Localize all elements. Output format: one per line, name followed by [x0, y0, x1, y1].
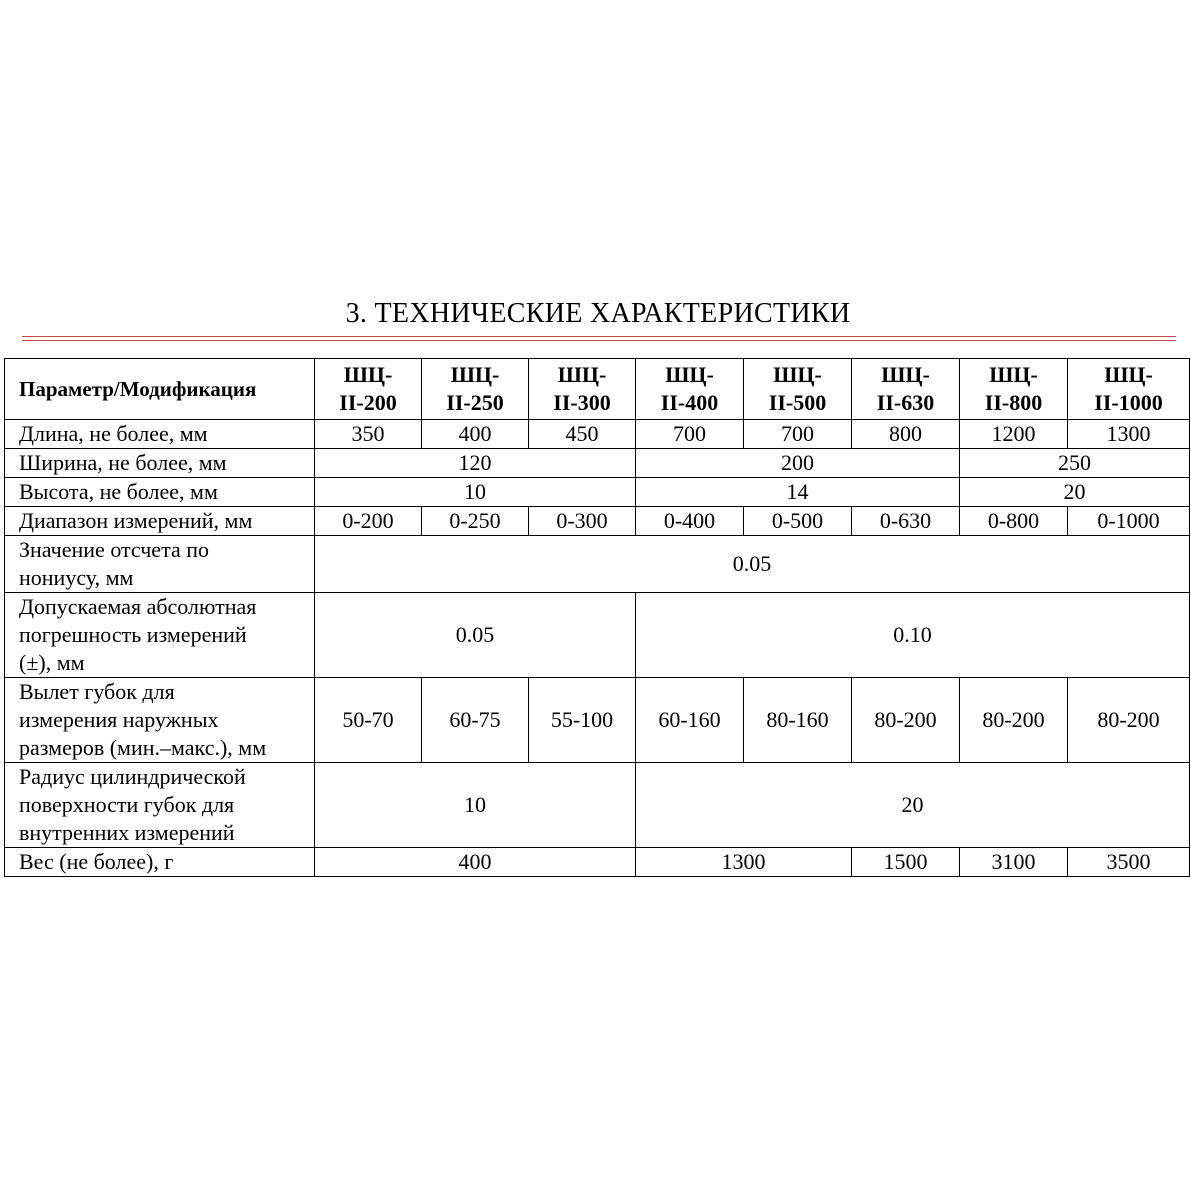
model-header: ШЦ- II-400 — [636, 359, 744, 420]
row-label: Допускаемая абсолютная погрешность измерений (±), мм — [5, 593, 315, 678]
value-cell: 10 — [315, 478, 636, 507]
value-cell: 80-200 — [960, 678, 1068, 763]
value-cell: 0-500 — [744, 507, 852, 536]
row-label: Ширина, не более, мм — [5, 449, 315, 478]
value-cell: 700 — [636, 420, 744, 449]
value-cell: 20 — [636, 763, 1190, 848]
value-cell: 60-160 — [636, 678, 744, 763]
value-cell: 0-1000 — [1068, 507, 1190, 536]
model-header: ШЦ- II-800 — [960, 359, 1068, 420]
table-row-length — [5, 420, 1190, 449]
value-cell: 0.05 — [315, 593, 636, 678]
value-cell: 0-800 — [960, 507, 1068, 536]
table-row-range — [5, 507, 1190, 536]
value-cell: 80-200 — [1068, 678, 1190, 763]
value-cell: 800 — [852, 420, 960, 449]
value-cell: 50-70 — [315, 678, 422, 763]
row-label: Длина, не более, мм — [5, 420, 315, 449]
value-cell: 1200 — [960, 420, 1068, 449]
value-cell: 10 — [315, 763, 636, 848]
table-row-vernier — [5, 536, 1190, 593]
value-cell: 0.05 — [315, 536, 1190, 593]
value-cell: 55-100 — [529, 678, 636, 763]
model-header: ШЦ- II-250 — [422, 359, 529, 420]
table-row-jaws-outer — [5, 678, 1190, 763]
value-cell: 3500 — [1068, 848, 1190, 877]
value-cell: 0-630 — [852, 507, 960, 536]
value-cell: 0-400 — [636, 507, 744, 536]
table-row-error — [5, 593, 1190, 678]
table-row-jaw-radius — [5, 763, 1190, 848]
value-cell: 1300 — [636, 848, 852, 877]
row-label: Высота, не более, мм — [5, 478, 315, 507]
value-cell: 350 — [315, 420, 422, 449]
value-cell: 400 — [315, 848, 636, 877]
title-divider-bottom — [22, 340, 1176, 341]
value-cell: 400 — [422, 420, 529, 449]
value-cell: 1500 — [852, 848, 960, 877]
value-cell: 700 — [744, 420, 852, 449]
value-cell: 1300 — [1068, 420, 1190, 449]
table-row-weight — [5, 848, 1190, 877]
value-cell: 120 — [315, 449, 636, 478]
model-header: ШЦ- II-1000 — [1068, 359, 1190, 420]
model-header: ШЦ- II-200 — [315, 359, 422, 420]
row-label: Вес (не более), г — [5, 848, 315, 877]
value-cell: 0.10 — [636, 593, 1190, 678]
value-cell: 80-160 — [744, 678, 852, 763]
value-cell: 450 — [529, 420, 636, 449]
model-header: ШЦ- II-300 — [529, 359, 636, 420]
spec-table — [4, 358, 1190, 877]
value-cell: 200 — [636, 449, 960, 478]
row-label: Значение отсчета по нониусу, мм — [5, 536, 315, 593]
value-cell: 250 — [960, 449, 1190, 478]
value-cell: 60-75 — [422, 678, 529, 763]
model-header: ШЦ- II-500 — [744, 359, 852, 420]
table-row-height — [5, 478, 1190, 507]
page-title: 3. ТЕХНИЧЕСКИЕ ХАРАКТЕРИСТИКИ — [345, 298, 851, 329]
value-cell: 80-200 — [852, 678, 960, 763]
row-label: Диапазон измерений, мм — [5, 507, 315, 536]
value-cell: 0-250 — [422, 507, 529, 536]
value-cell: 14 — [636, 478, 960, 507]
title-divider-top — [22, 336, 1176, 337]
value-cell: 3100 — [960, 848, 1068, 877]
table-row-width — [5, 449, 1190, 478]
value-cell: 0-200 — [315, 507, 422, 536]
row-label: Радиус цилиндрической поверхности губок для внутренних измерений — [5, 763, 315, 848]
header-row — [5, 359, 1190, 420]
row-label: Вылет губок для измерения наружных размеров (мин.–макс.), мм — [5, 678, 315, 763]
model-header: ШЦ- II-630 — [852, 359, 960, 420]
value-cell: 0-300 — [529, 507, 636, 536]
header-param-cell: Параметр/Модификация — [5, 359, 315, 420]
value-cell: 20 — [960, 478, 1190, 507]
